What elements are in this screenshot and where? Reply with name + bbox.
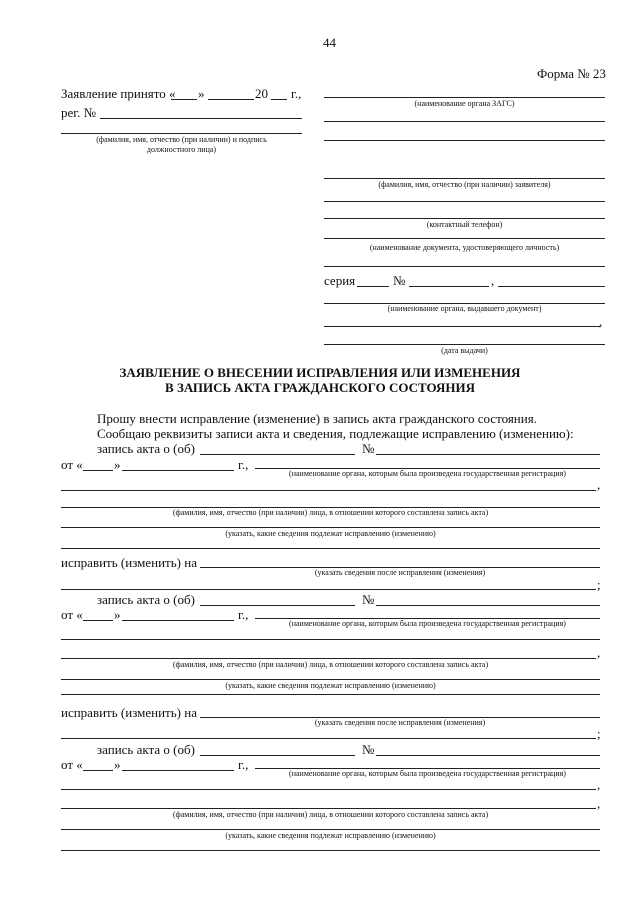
details-caption: (указать, какие сведения подлежат исправлению (изменению) bbox=[225, 831, 436, 840]
record-label: запись акта о (об) bbox=[97, 441, 195, 456]
registry-comma: , bbox=[597, 777, 601, 792]
record-month-year-field[interactable] bbox=[122, 620, 234, 621]
record-number-field[interactable] bbox=[376, 755, 600, 756]
accepted-day-field[interactable] bbox=[171, 99, 197, 100]
accepted-close-quote: » bbox=[198, 86, 205, 101]
zags-name-field-3[interactable] bbox=[324, 140, 605, 141]
registry-comma: , bbox=[597, 645, 601, 660]
correction-caption: (указать сведения после исправления (изменения) bbox=[314, 568, 486, 577]
registry-comma-2: , bbox=[597, 796, 601, 811]
doc-number-field[interactable] bbox=[409, 286, 489, 287]
issue-date-caption: (дата выдачи) bbox=[441, 346, 488, 355]
record-close-quote: » bbox=[114, 607, 121, 622]
registry-caption: (наименование органа, которым была произведена государственная регистрация) bbox=[289, 469, 566, 478]
correct-label: исправить (изменить) на bbox=[61, 705, 197, 720]
registry-field-2[interactable] bbox=[61, 789, 596, 790]
record-number-label: № bbox=[362, 441, 375, 456]
registry-comma: , bbox=[597, 477, 601, 492]
details-field[interactable] bbox=[61, 694, 600, 695]
issuer-comma: , bbox=[599, 314, 603, 329]
record-type-field[interactable] bbox=[200, 605, 355, 606]
accepted-month-field[interactable] bbox=[208, 99, 254, 100]
record-year-suffix: г., bbox=[238, 757, 249, 772]
document-title-line1: ЗАЯВЛЕНИЕ О ВНЕСЕНИИ ИСПРАВЛЕНИЯ ИЛИ ИЗМЕНЕНИЯ bbox=[119, 365, 521, 380]
record-year-suffix: г., bbox=[238, 607, 249, 622]
correction-field-2[interactable] bbox=[61, 589, 596, 590]
series-field[interactable] bbox=[357, 286, 389, 287]
person-caption: (фамилия, имя, отчество (при наличии) лица, в отношении которого составлена запись акта) bbox=[172, 810, 489, 819]
id-document-caption: (наименование документа, удостоверяющего личность) bbox=[369, 243, 560, 252]
record-from-label: от « bbox=[61, 457, 83, 472]
record-label: запись акта о (об) bbox=[97, 592, 195, 607]
accepted-year-suffix: г., bbox=[291, 86, 302, 101]
record-number-field[interactable] bbox=[376, 605, 600, 606]
details-field[interactable] bbox=[61, 850, 600, 851]
doc-extra-field[interactable] bbox=[498, 286, 605, 287]
registry-caption: (наименование органа, которым была произведена государственная регистрация) bbox=[289, 619, 566, 628]
registry-caption: (наименование органа, которым была произведена государственная регистрация) bbox=[289, 769, 566, 778]
official-caption-line1: (фамилия, имя, отчество (при наличии) и подпись bbox=[96, 135, 267, 144]
registry-field-2[interactable] bbox=[61, 490, 596, 491]
phone-caption: (контактный телефон) bbox=[426, 220, 503, 229]
phone-field[interactable] bbox=[324, 218, 605, 219]
record-month-year-field[interactable] bbox=[122, 770, 234, 771]
person-caption: (фамилия, имя, отчество (при наличии) лица, в отношении которого составлена запись акта) bbox=[172, 508, 489, 517]
registry-field-3[interactable] bbox=[61, 658, 596, 659]
zags-name-field-2[interactable] bbox=[324, 121, 605, 122]
record-month-year-field[interactable] bbox=[122, 470, 234, 471]
applicant-caption: (фамилия, имя, отчество (при наличии) заявителя) bbox=[378, 180, 551, 189]
record-number-field[interactable] bbox=[376, 454, 600, 455]
id-document-field[interactable] bbox=[324, 238, 605, 239]
accepted-year-prefix: 20 bbox=[255, 86, 268, 101]
person-field[interactable] bbox=[61, 679, 600, 680]
reg-number-field[interactable] bbox=[100, 118, 302, 119]
intro-line2: Сообщаю реквизиты записи акта и сведения, подлежащие исправлению (изменению): bbox=[97, 426, 574, 441]
form-number: Форма № 23 bbox=[537, 66, 606, 81]
correction-field-2[interactable] bbox=[61, 738, 596, 739]
record-close-quote: » bbox=[114, 757, 121, 772]
page-number: 44 bbox=[323, 35, 336, 50]
correction-semicolon: ; bbox=[597, 726, 601, 741]
document-title-line2: В ЗАПИСЬ АКТА ГРАЖДАНСКОГО СОСТОЯНИЯ bbox=[165, 380, 475, 395]
details-caption: (указать, какие сведения подлежат исправлению (изменению) bbox=[225, 681, 436, 690]
series-label: серия bbox=[324, 273, 356, 288]
record-number-label: № bbox=[362, 742, 375, 757]
record-from-label: от « bbox=[61, 607, 83, 622]
correction-semicolon: ; bbox=[597, 577, 601, 592]
issuer-field-2[interactable] bbox=[324, 326, 600, 327]
accepted-label: Заявление принято « bbox=[61, 86, 176, 101]
zags-name-field[interactable] bbox=[324, 97, 605, 98]
issue-date-field[interactable] bbox=[324, 344, 605, 345]
details-field-2[interactable] bbox=[61, 548, 600, 549]
details-field[interactable] bbox=[61, 527, 600, 528]
record-day-field[interactable] bbox=[83, 470, 113, 471]
reg-number-label: рег. № bbox=[61, 105, 97, 120]
id-document-field-2[interactable] bbox=[324, 266, 605, 267]
record-close-quote: » bbox=[114, 457, 121, 472]
correct-label: исправить (изменить) на bbox=[61, 555, 197, 570]
correction-caption: (указать сведения после исправления (изменения) bbox=[314, 718, 486, 727]
record-year-suffix: г., bbox=[238, 457, 249, 472]
doc-number-label: № bbox=[393, 273, 406, 288]
record-label: запись акта о (об) bbox=[97, 742, 195, 757]
applicant-name-field[interactable] bbox=[324, 178, 605, 179]
official-caption-line2: должностного лица) bbox=[146, 145, 217, 154]
official-signature-field[interactable] bbox=[61, 133, 302, 134]
person-field[interactable] bbox=[61, 829, 600, 830]
record-number-label: № bbox=[362, 592, 375, 607]
record-type-field[interactable] bbox=[200, 755, 355, 756]
issuer-caption: (наименование органа, выдавшего документ) bbox=[387, 304, 542, 313]
zags-caption: (наименование органа ЗАГС) bbox=[414, 99, 515, 108]
registry-field-3[interactable] bbox=[61, 808, 596, 809]
person-caption: (фамилия, имя, отчество (при наличии) лица, в отношении которого составлена запись акта) bbox=[172, 660, 489, 669]
intro-line1: Прошу внести исправление (изменение) в запись акта гражданского состояния. bbox=[97, 411, 537, 426]
details-caption: (указать, какие сведения подлежат исправлению (изменению) bbox=[225, 529, 436, 538]
accepted-year-field[interactable] bbox=[271, 99, 287, 100]
series-comma: , bbox=[491, 273, 495, 288]
registry-field-2[interactable] bbox=[61, 639, 600, 640]
record-from-label: от « bbox=[61, 757, 83, 772]
record-day-field[interactable] bbox=[83, 620, 113, 621]
applicant-name-field-2[interactable] bbox=[324, 201, 605, 202]
record-type-field[interactable] bbox=[200, 454, 355, 455]
record-day-field[interactable] bbox=[83, 770, 113, 771]
